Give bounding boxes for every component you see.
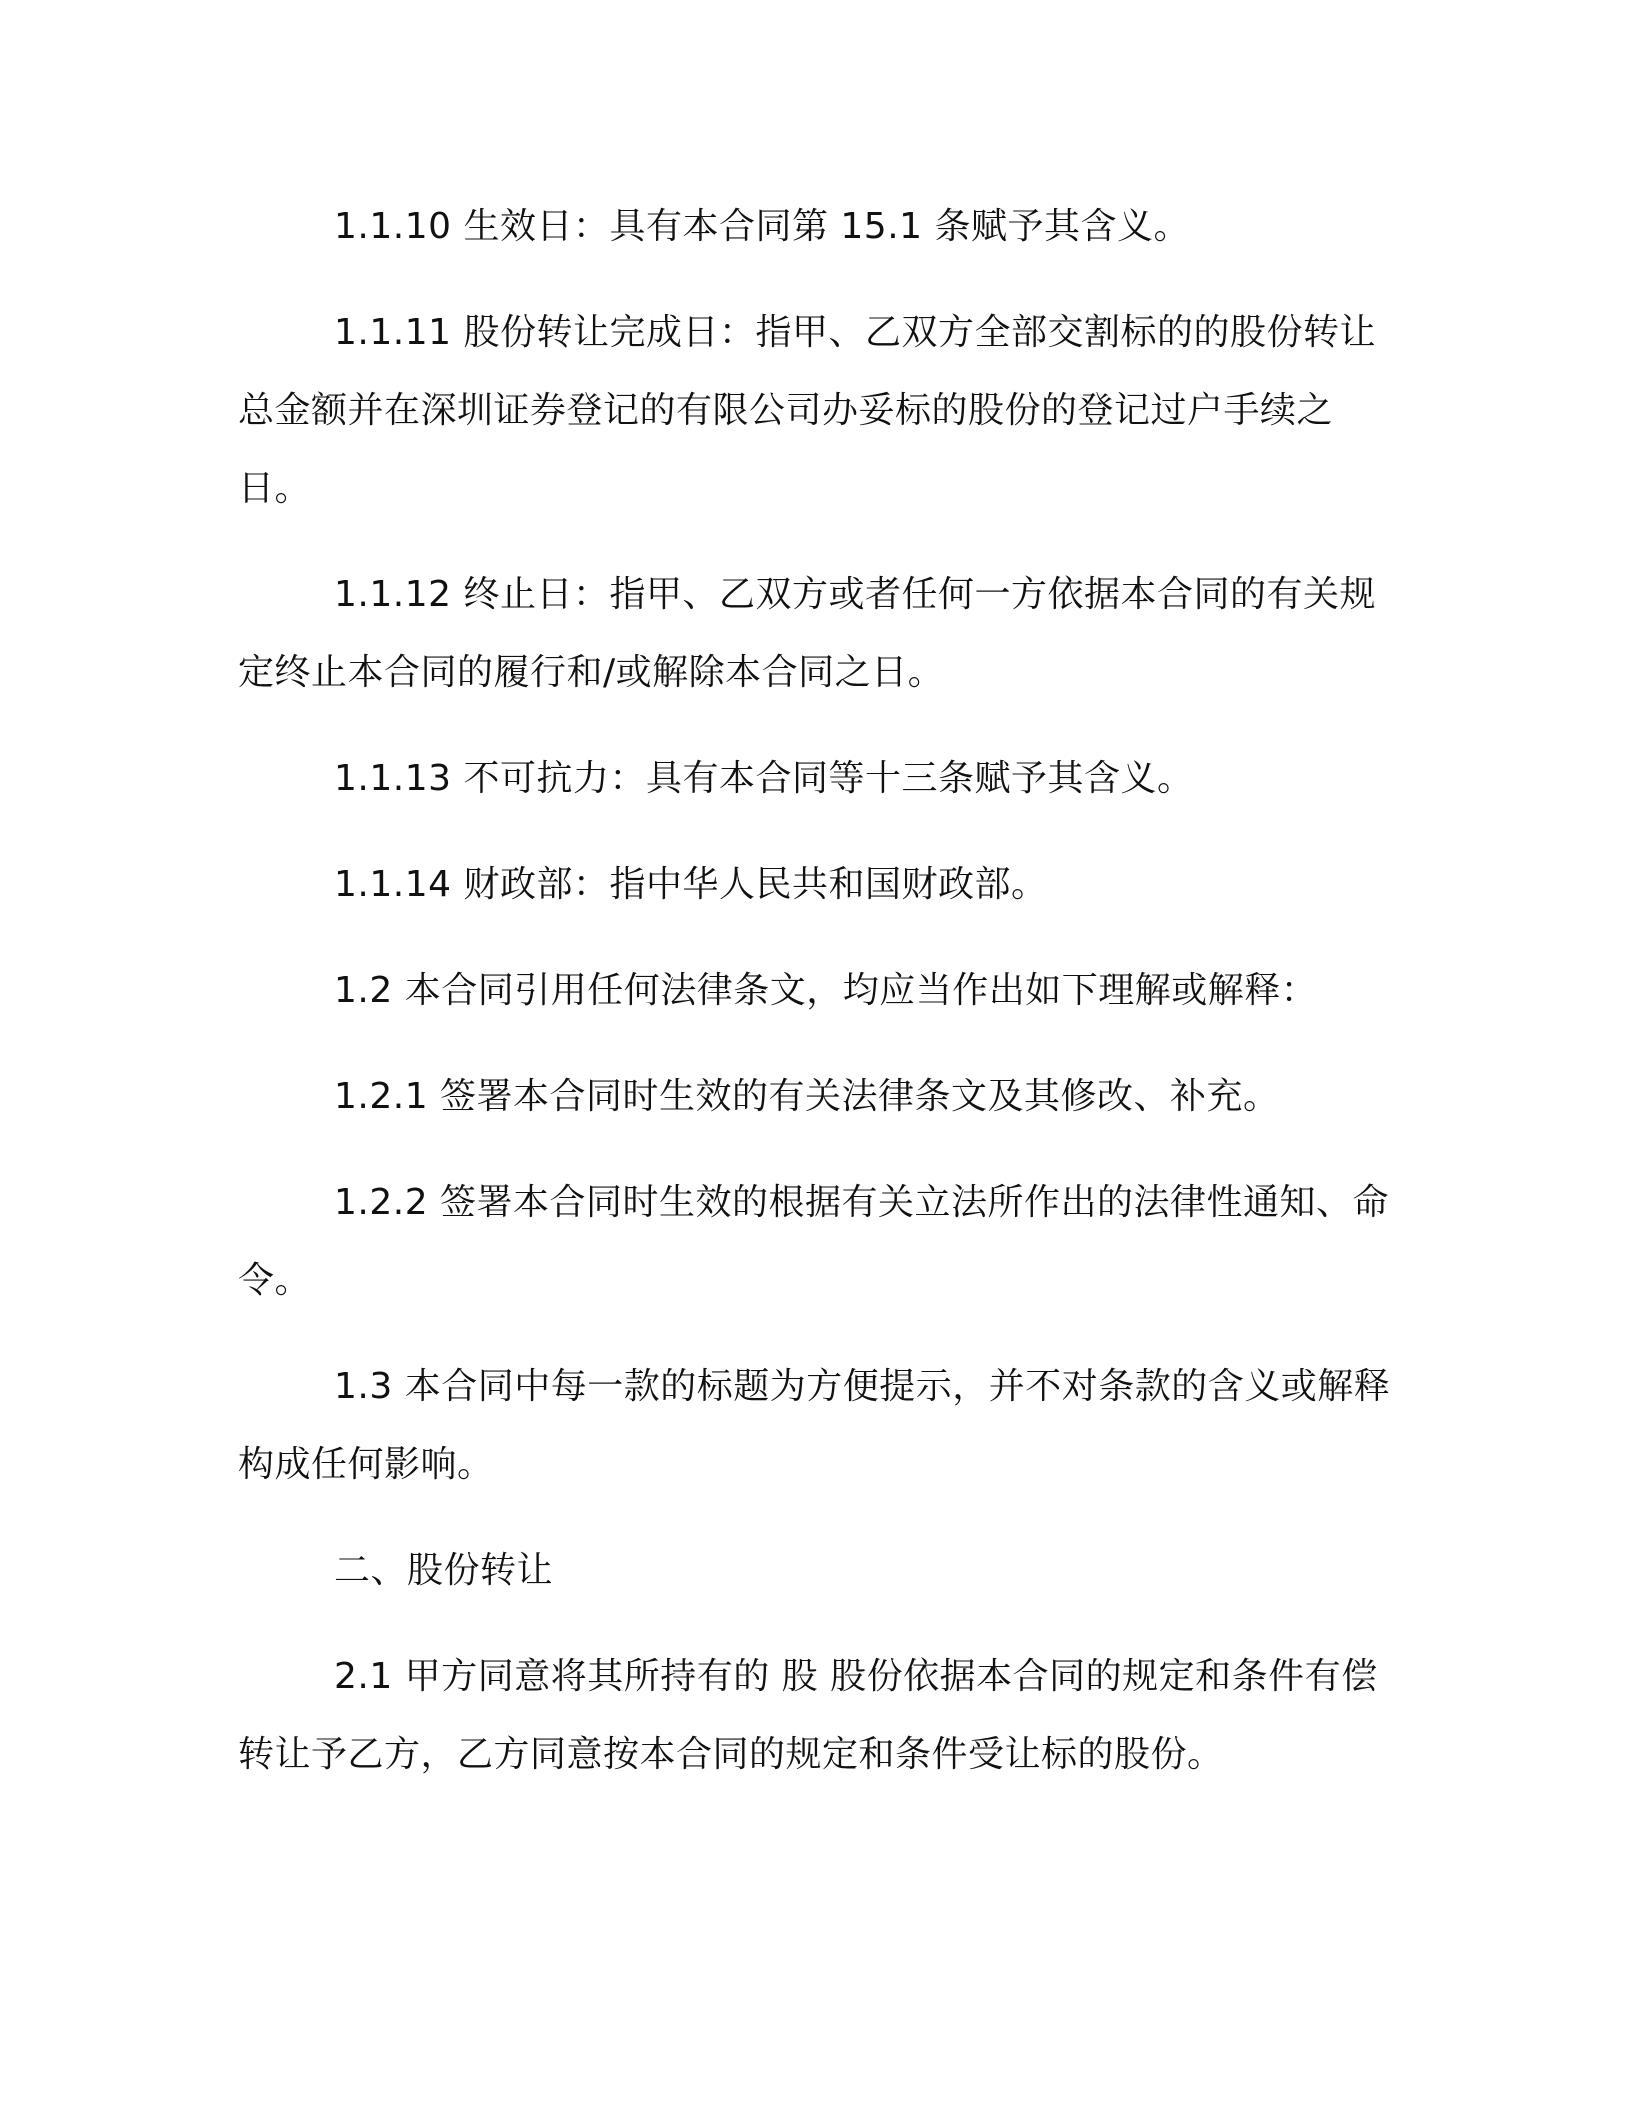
- section-heading-2: 二、股份转让: [334, 1550, 554, 1591]
- clause-1-2-2: 1.2.2 签署本合同时生效的根据有关立法所作出的法律性通知、命令。: [238, 1182, 1390, 1301]
- clause-1-2-1: 1.2.1 签署本合同时生效的有关法律条文及其修改、补充。: [334, 1076, 1280, 1117]
- clause-1-1-14: 1.1.14 财政部：指中华人民共和国财政部。: [334, 864, 1048, 905]
- clause-1-1-10: 1.1.10 生效日：具有本合同第 15.1 条赋予其含义。: [334, 206, 1190, 247]
- document-body: [238, 188, 1394, 1822]
- clause-1-1-12: 1.1.12 终止日：指甲、乙双方或者任何一方依据本合同的有关规定终止本合同的履行和/或解除本合同之日。: [238, 574, 1376, 693]
- clause-1-3: 1.3 本合同中每一款的标题为方便提示，并不对条款的含义或解释构成任何影响。: [238, 1366, 1391, 1485]
- clause-1-1-11: 1.1.11 股份转让完成日：指甲、乙双方全部交割标的的股份转让总金额并在深圳证券登记的有限公司办妥标的股份的登记过户手续之日。: [238, 312, 1376, 509]
- clause-2-1: 2.1 甲方同意将其所持有的 股 股份依据本合同的规定和条件有偿转让予乙方，乙方同意按本合同的规定和条件受让标的股份。: [238, 1656, 1378, 1775]
- clause-1-2: 1.2 本合同引用任何法律条文，均应当作出如下理解或解释：: [334, 970, 1318, 1011]
- clause-1-1-13: 1.1.13 不可抗力：具有本合同等十三条赋予其含义。: [334, 758, 1194, 799]
